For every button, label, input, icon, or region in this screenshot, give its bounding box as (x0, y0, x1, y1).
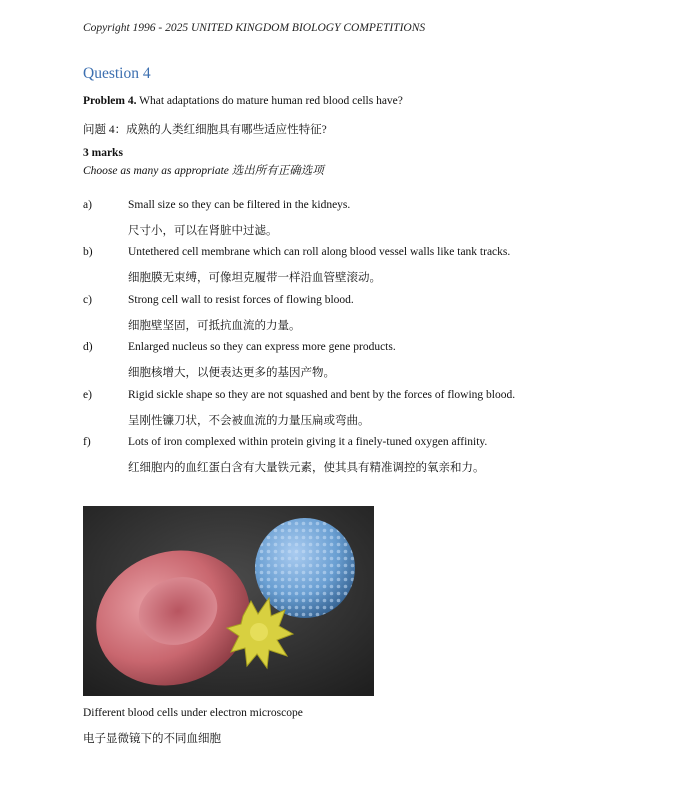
option-letter: f) (83, 436, 91, 448)
option-text: Strong cell wall to resist forces of flowing blood. (128, 294, 354, 306)
option-letter: e) (83, 389, 92, 401)
question-title: Question 4 (83, 65, 151, 82)
problem-cn-text: 成熟的人类红细胞具有哪些适应性特征? (126, 124, 327, 136)
figure-caption-cn: 电子显微镜下的不同血细胞 (83, 733, 221, 745)
option-text-cn: 细胞壁坚固，可抵抗血流的力量。 (128, 320, 301, 332)
option-text-cn: 呈刚性镰刀状，不会被血流的力量压扁或弯曲。 (128, 415, 370, 427)
option-text-cn: 细胞膜无束缚，可像坦克履带一样沿血管壁滚动。 (128, 272, 381, 284)
option-text-cn: 细胞核增大，以便表达更多的基因产物。 (128, 367, 335, 379)
option-text-cn: 尺寸小，可以在肾脏中过滤。 (128, 225, 278, 237)
option-letter: d) (83, 341, 93, 353)
option-letter: b) (83, 246, 93, 258)
option-text: Enlarged nucleus so they can express more gene products. (128, 341, 396, 353)
problem-statement (83, 95, 403, 107)
option-letter: c) (83, 294, 92, 306)
figure-caption: Different blood cells under electron microscope (83, 707, 303, 719)
option-text-cn: 红细胞内的血红蛋白含有大量铁元素，使其具有精准调控的氧亲和力。 (128, 462, 485, 474)
instruction-text: Choose as many as appropriate 选出所有正确选项 (83, 165, 324, 177)
problem-cn-label: 问题 4： (83, 124, 127, 136)
micrograph-illustration (83, 506, 374, 696)
option-text: Untethered cell membrane which can roll along blood vessel walls like tank tracks. (128, 246, 511, 258)
option-text: Small size so they can be filtered in the kidneys. (128, 199, 351, 211)
option-text: Lots of iron complexed within protein giving it a finely-tuned oxygen affinity. (128, 436, 488, 448)
option-text: Rigid sickle shape so they are not squashed and bent by the forces of flowing blood. (128, 389, 516, 401)
problem-text: What adaptations do mature human red blood cells have? (136, 95, 403, 107)
problem-statement-cn (83, 121, 327, 137)
marks-label: 3 marks (83, 147, 123, 159)
option-letter: a) (83, 199, 92, 211)
problem-label: Problem 4. (83, 95, 137, 107)
blood-cells-micrograph (83, 506, 374, 696)
copyright-header: Copyright 1996 - 2025 UNITED KINGDOM BIOLOGY COMPETITIONS (83, 22, 426, 34)
